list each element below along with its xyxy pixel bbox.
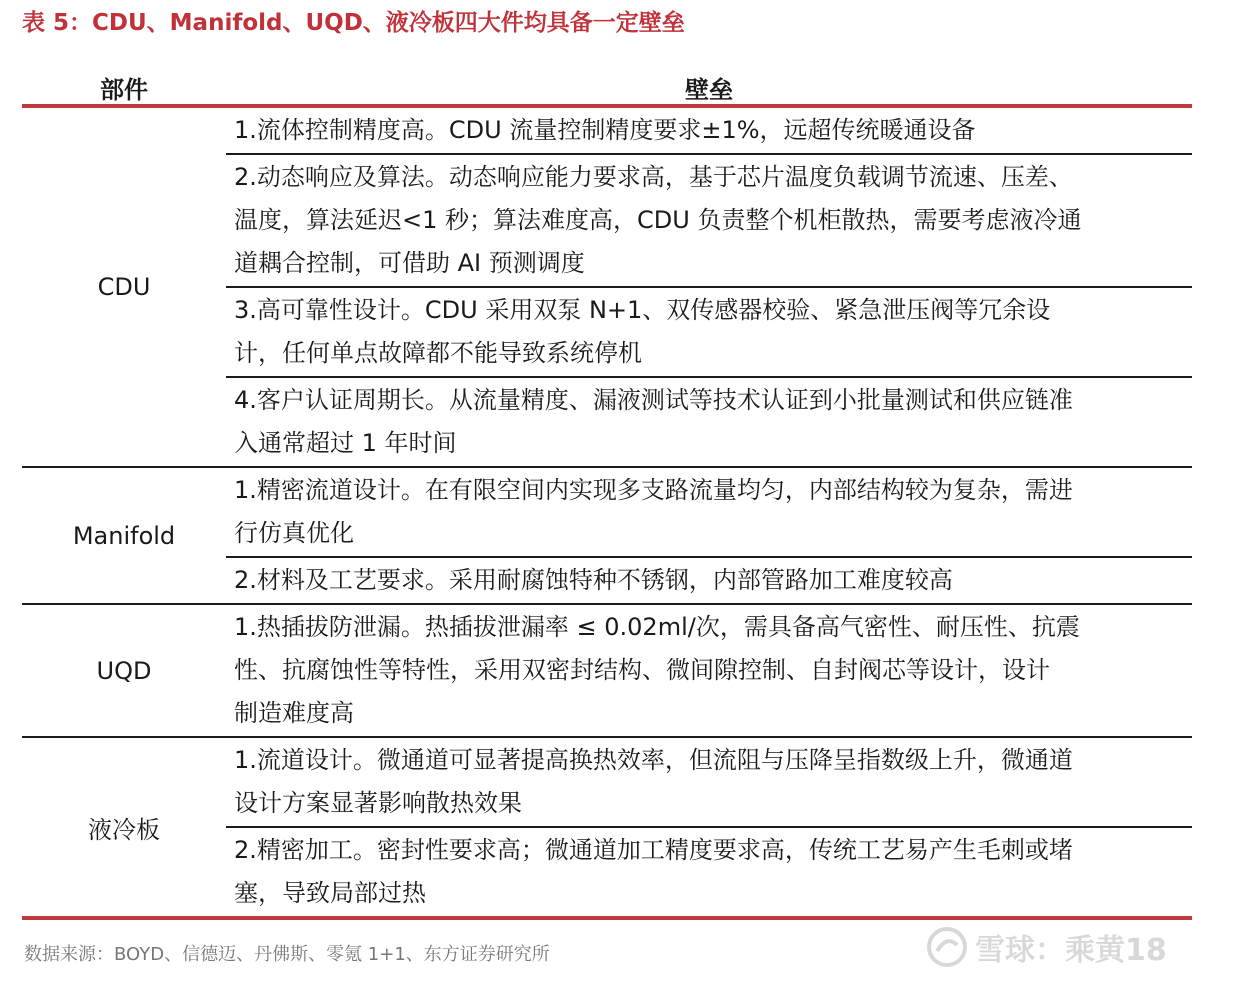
table-header bbox=[22, 62, 1192, 108]
group-cold-plate bbox=[22, 738, 1192, 920]
part-name: UQD bbox=[96, 656, 152, 685]
barrier-item: 2.动态响应及算法。动态响应能力要求高，基于芯片温度负载调节流速、压差、 温度，算法延迟<1 秒；算法难度高，CDU 负责整个机柜散热，需要考虑液冷通 道耦合控制，可借助 AI 预测调度 bbox=[226, 155, 1192, 288]
barrier-item: 2.材料及工艺要求。采用耐腐蚀特种不锈钢，内部管路加工难度较高 bbox=[234, 566, 953, 594]
group-manifold bbox=[22, 468, 1192, 605]
header-barrier: 壁垒 bbox=[685, 76, 733, 104]
header-part: 部件 bbox=[100, 76, 148, 104]
barrier-item: 3.高可靠性设计。CDU 采用双泵 N+1、双传感器校验、紧急泄压阀等冗余设 计，任何单点故障都不能导致系统停机 bbox=[226, 288, 1192, 378]
watermark bbox=[925, 925, 1167, 969]
barrier-item: 1.流道设计。微通道可显著提高换热效率，但流阻与压降呈指数级上升，微通道 设计方案显著影响散热效果 bbox=[226, 738, 1192, 828]
barrier-item: 1.精密流道设计。在有限空间内实现多支路流量均匀，内部结构较为复杂，需进 行仿真优化 bbox=[226, 468, 1192, 558]
barrier-item: 4.客户认证周期长。从流量精度、漏液测试等技术认证到小批量测试和供应链准 入通常超过 1 年时间 bbox=[234, 386, 1073, 457]
barrier-item: 2.精密加工。密封性要求高；微通道加工精度要求高，传统工艺易产生毛刺或堵 塞，导致局部过热 bbox=[234, 836, 1073, 907]
snowball-logo-icon bbox=[925, 925, 969, 969]
watermark-text: 雪球：乘黄18 bbox=[975, 933, 1167, 968]
group-uqd bbox=[22, 605, 1192, 738]
barrier-item: 1.热插拔防泄漏。热插拔泄漏率 ≤ 0.02ml/次，需具备高气密性、耐压性、抗震 性、抗腐蚀性等特性，采用双密封结构、微间隙控制、自封阀芯等设计，设计 制造难度高 bbox=[234, 613, 1080, 727]
table-title: 表 5：CDU、Manifold、UQD、液冷板四大件均具备一定壁垒 bbox=[22, 10, 685, 36]
barrier-table bbox=[22, 62, 1192, 920]
part-name: Manifold bbox=[72, 521, 176, 550]
data-source: 数据来源：BOYD、信德迈、丹佛斯、零氪 1+1、东方证券研究所 bbox=[24, 944, 550, 965]
part-name: CDU bbox=[97, 273, 151, 301]
barrier-item: 1.流体控制精度高。CDU 流量控制精度要求±1%，远超传统暖通设备 bbox=[226, 108, 1192, 155]
group-cdu bbox=[22, 108, 1192, 468]
part-name: 液冷板 bbox=[88, 815, 160, 844]
